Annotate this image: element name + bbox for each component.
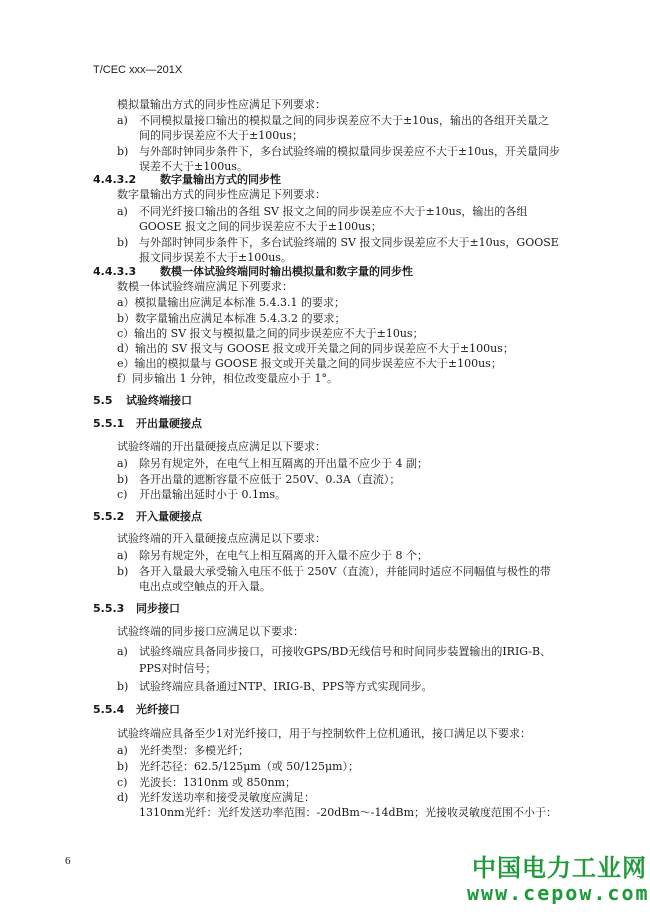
s553-item-a-line1: 试验终端应具备同步接口，可接收GPS/BD无线信号和时间同步装置输出的IRIG-B、 <box>139 645 552 658</box>
s552-item-a-marker: a) <box>117 549 128 562</box>
s552-title: 开入量硬接点 <box>136 510 202 523</box>
s554-number: 5.5.4 <box>93 703 125 716</box>
s552-item-a-line1: 除另有规定外，在电气上相互隔离的开入量不应少于 8 个； <box>139 549 428 562</box>
s554-item-c-marker: c) <box>117 776 128 789</box>
s4431-item-b-marker: b) <box>117 145 129 158</box>
s553-number: 5.5.3 <box>93 602 125 615</box>
s4431-item-b-line2: 误差不大于±100us。 <box>139 160 248 173</box>
s551-number: 5.5.1 <box>93 417 125 430</box>
s551-item-a-marker: a) <box>117 457 128 470</box>
s4431-item-a-line1: 不同模拟量接口输出的模拟量之间的同步误差应不大于±10us，输出的各组开关量之 <box>139 114 549 127</box>
s554-item-d-line1: 光纤发送功率和接受灵敏度应满足： <box>139 791 315 804</box>
s4432-title: 数字量输出方式的同步性 <box>160 173 281 186</box>
s551-item-c-line1: 开出量输出延时小于 0.1ms。 <box>139 488 287 501</box>
watermark-site-url: www.cepow.com <box>467 881 650 905</box>
s552-item-b-line1: 各开入量最大承受输入电压不低于 250V（直流），并能同时适应不同幅值与极性的带 <box>139 565 551 578</box>
s552-item-b-marker: b) <box>117 565 129 578</box>
s551-item-b-line1: 各开出量的遮断容量不应低于 250V、0.3A（直流）； <box>139 473 401 486</box>
s4432-item-b-line1: 与外部时钟同步条件下，多台试验终端的 SV 报文同步误差应不大于±10us，GOOSE <box>139 236 559 249</box>
s554-intro: 试验终端应具备至少1对光纤接口，用于与控制软件上位机通讯，接口满足以下要求： <box>117 727 531 740</box>
s4432-number: 4.4.3.2 <box>93 173 137 186</box>
s4432-intro: 数字量输出方式的同步性应满足下列要求： <box>117 188 326 201</box>
s554-item-a-marker: a) <box>117 744 128 757</box>
s554-item-d-marker: d) <box>117 791 129 804</box>
s553-title: 同步接口 <box>136 602 180 615</box>
s552-item-b-line2: 电出点或空触点的开入量。 <box>139 580 271 593</box>
s4433-item-d: d）输出的 SV 报文与 GOOSE 报文或开关量之间的同步误差应不大于±100us； <box>117 342 514 355</box>
s4433-title: 数模一体试验终端同时输出模拟量和数字量的同步性 <box>160 265 413 278</box>
s554-item-c-line1: 光波长：1310nm 或 850nm； <box>139 776 297 789</box>
s554-item-b-marker: b) <box>117 760 129 773</box>
s4432-item-a-marker: a) <box>117 205 128 218</box>
watermark-site-name: 中国电力工业网 <box>472 854 647 882</box>
s553-intro: 试验终端的同步接口应满足以下要求： <box>117 625 304 638</box>
s4431-item-a-line2: 间的同步误差应不大于±100us； <box>139 129 303 142</box>
s554-title: 光纤接口 <box>136 703 180 716</box>
s4432-item-b-line2: 报文同步误差不大于±100us。 <box>139 251 292 264</box>
s4431-intro: 模拟量输出方式的同步性应满足下列要求： <box>117 98 326 111</box>
s55-title: 试验终端接口 <box>126 394 192 407</box>
s551-title: 开出量硬接点 <box>136 417 202 430</box>
s551-item-b-marker: b) <box>117 473 129 486</box>
s4433-item-e: e）输出的模拟量与 GOOSE 报文或开关量之间的同步误差应不大于±100us； <box>117 357 502 370</box>
s4431-item-b-line1: 与外部时钟同步条件下，多台试验终端的模拟量同步误差应不大于±10us，开关量同步 <box>139 145 560 158</box>
s551-intro: 试验终端的开出量硬接点应满足以下要求： <box>117 440 326 453</box>
s553-item-a-line2: PPS对时信号； <box>139 662 217 675</box>
s4433-item-c: c）输出的 SV 报文与模拟量之间的同步误差应不大于±10us； <box>117 327 424 340</box>
s552-number: 5.5.2 <box>93 510 125 523</box>
page-number: 6 <box>65 855 71 867</box>
s4431-item-a-marker: a) <box>117 114 128 127</box>
s4432-item-a-line2: GOOSE 报文之间的同步误差应不大于±100us； <box>139 220 382 233</box>
s554-item-d-line2: 1310nm光纤：光纤发送功率范围：-20dBm～-14dBm；光接收灵敏度范围不小于： <box>139 806 558 819</box>
s553-item-a-marker: a) <box>117 645 128 658</box>
s554-item-b-line1: 光纤芯径：62.5/125μm（或 50/125μm）； <box>139 760 360 773</box>
s551-item-a-line1: 除另有规定外，在电气上相互隔离的开出量不应少于 4 副； <box>139 457 428 470</box>
s551-item-c-marker: c) <box>117 488 128 501</box>
s553-item-b-marker: b) <box>117 680 129 693</box>
s4433-item-b: b）数字量输出应满足本标准 5.4.3.2 的要求； <box>117 312 346 325</box>
s4433-item-f: f）同步输出 1 分钟，相位改变量应小于 1°。 <box>117 372 339 385</box>
s4433-intro: 数模一体试验终端应满足下列要求： <box>117 280 293 293</box>
s554-item-a-line1: 光纤类型：多模光纤； <box>139 744 249 757</box>
doc-code-header: T/CEC xxx—201X <box>93 64 183 76</box>
s4432-item-b-marker: b) <box>117 236 129 249</box>
s4433-item-a: a）模拟量输出应满足本标准 5.4.3.1 的要求； <box>117 296 346 309</box>
s55-number: 5.5 <box>93 394 113 407</box>
s4432-item-a-line1: 不同光纤接口输出的各组 SV 报文之间的同步误差应不大于±10us，输出的各组 <box>139 205 528 218</box>
s553-item-b-line1: 试验终端应具备通过NTP、IRIG-B、PPS等方式实现同步。 <box>139 680 433 693</box>
s552-intro: 试验终端的开入量硬接点应满足以下要求： <box>117 532 326 545</box>
s4433-number: 4.4.3.3 <box>93 265 137 278</box>
